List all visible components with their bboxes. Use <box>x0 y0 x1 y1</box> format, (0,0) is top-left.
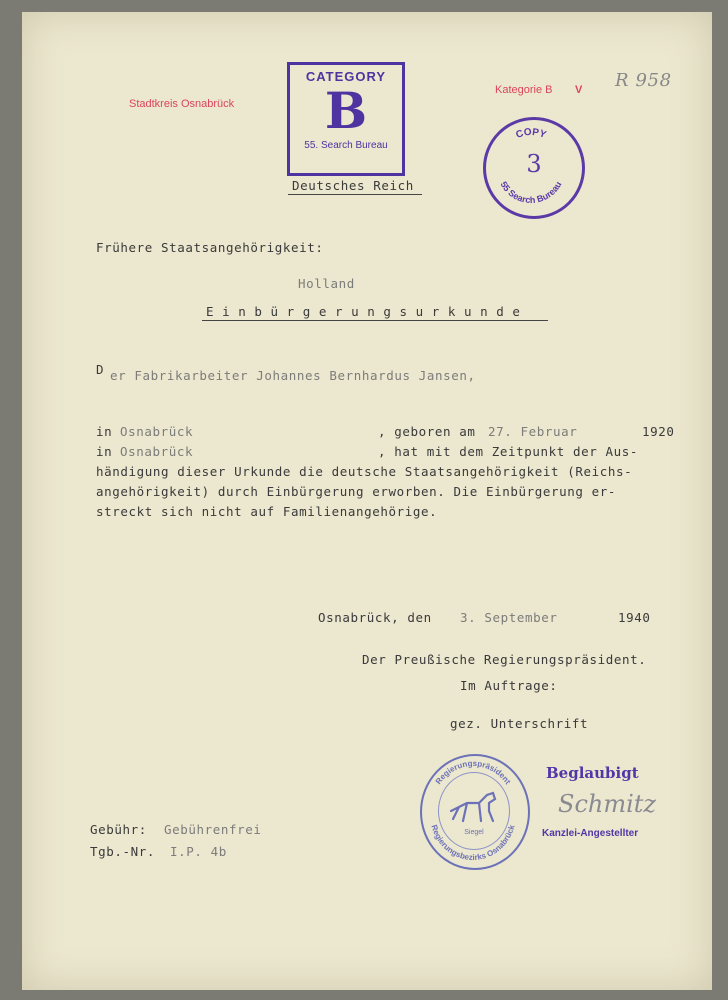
birth-date: 27. Februar <box>488 424 578 439</box>
category-stamp <box>287 62 405 176</box>
beglaubigt-title: Beglaubigt <box>546 764 639 782</box>
gebuehr-label: Gebühr: <box>90 822 147 837</box>
fruehere-value: Holland <box>298 276 355 291</box>
svg-text:COPY <box>515 127 548 141</box>
issue-date: 3. September <box>460 610 558 625</box>
body-line-4: angehörigkeit) durch Einbürgerung erworben. Die Einbürgerung er- <box>96 484 617 499</box>
seal-center-text: Siegel <box>464 829 484 836</box>
category-stamp-title: CATEGORY <box>305 69 387 84</box>
gez-label: gez. Unterschrift <box>450 716 589 731</box>
birthplace-label: in <box>96 424 113 439</box>
svg-text:55 Search Bureau <box>499 180 564 205</box>
issue-place: Osnabrück, den <box>318 610 432 625</box>
tgb-value: I.P. 4b <box>170 844 227 859</box>
seal-text-bottom: Regierungsbezirks Osnabrück <box>429 823 517 863</box>
official-seal <box>420 754 530 870</box>
copy-stamp-top: COPY <box>514 126 548 141</box>
category-stamp-bureau: 55. Search Bureau <box>304 140 388 151</box>
birth-year: 1920 <box>642 424 675 439</box>
birthplace-value: Osnabrück <box>120 424 194 439</box>
name-prefix: D <box>96 362 105 377</box>
seal-text-top: Regierungspräsident <box>433 758 513 786</box>
name-line: er Fabrikarbeiter Johannes Bernhardus Jansen, <box>110 368 476 383</box>
handwritten-signature: Schmitz <box>558 790 657 818</box>
kategorie-label: Kategorie B <box>495 84 553 96</box>
im-auftrage-label: Im Auftrage: <box>460 678 558 693</box>
pencil-note: R 958 <box>615 70 672 91</box>
fruehere-label: Frühere Staatsangehörigkeit: <box>96 240 324 255</box>
copy-stamp <box>483 117 585 219</box>
geboren-label: , geboren am <box>378 424 476 439</box>
category-stamp-letter: B <box>324 81 368 140</box>
residence-label: in <box>96 444 113 459</box>
deutsches-reich-label: Deutsches Reich <box>292 178 414 193</box>
kategorie-mark: V <box>575 84 583 96</box>
deutsches-reich-underline <box>288 194 422 195</box>
authority-label: Der Preußische Regierungspräsident. <box>362 652 647 667</box>
issue-year: 1940 <box>618 610 651 625</box>
copy-stamp-bottom: 55 Search Bureau <box>498 179 564 206</box>
horse-emblem-icon <box>439 781 509 831</box>
copy-stamp-number: 3 <box>526 150 542 178</box>
stadtkreis-label: Stadtkreis Osnabrück <box>129 98 235 110</box>
residence-value: Osnabrück <box>120 444 194 459</box>
beglaubigt-role: Kanzlei-Angestellter <box>542 828 639 839</box>
document-page <box>22 12 712 990</box>
body-line-2: , hat mit dem Zeitpunkt der Aus- <box>378 444 639 459</box>
body-line-3: händigung dieser Urkunde die deutsche Staatsangehörigkeit (Reichs- <box>96 464 633 479</box>
tgb-label: Tgb.-Nr. <box>90 844 156 859</box>
document-title-underline <box>202 320 548 321</box>
document-title: Einbürgerungsurkunde <box>206 304 529 319</box>
seal-inner-ring <box>438 772 510 850</box>
body-line-5: streckt sich nicht auf Familienangehörige. <box>96 504 438 519</box>
gebuehr-value: Gebührenfrei <box>164 822 262 837</box>
